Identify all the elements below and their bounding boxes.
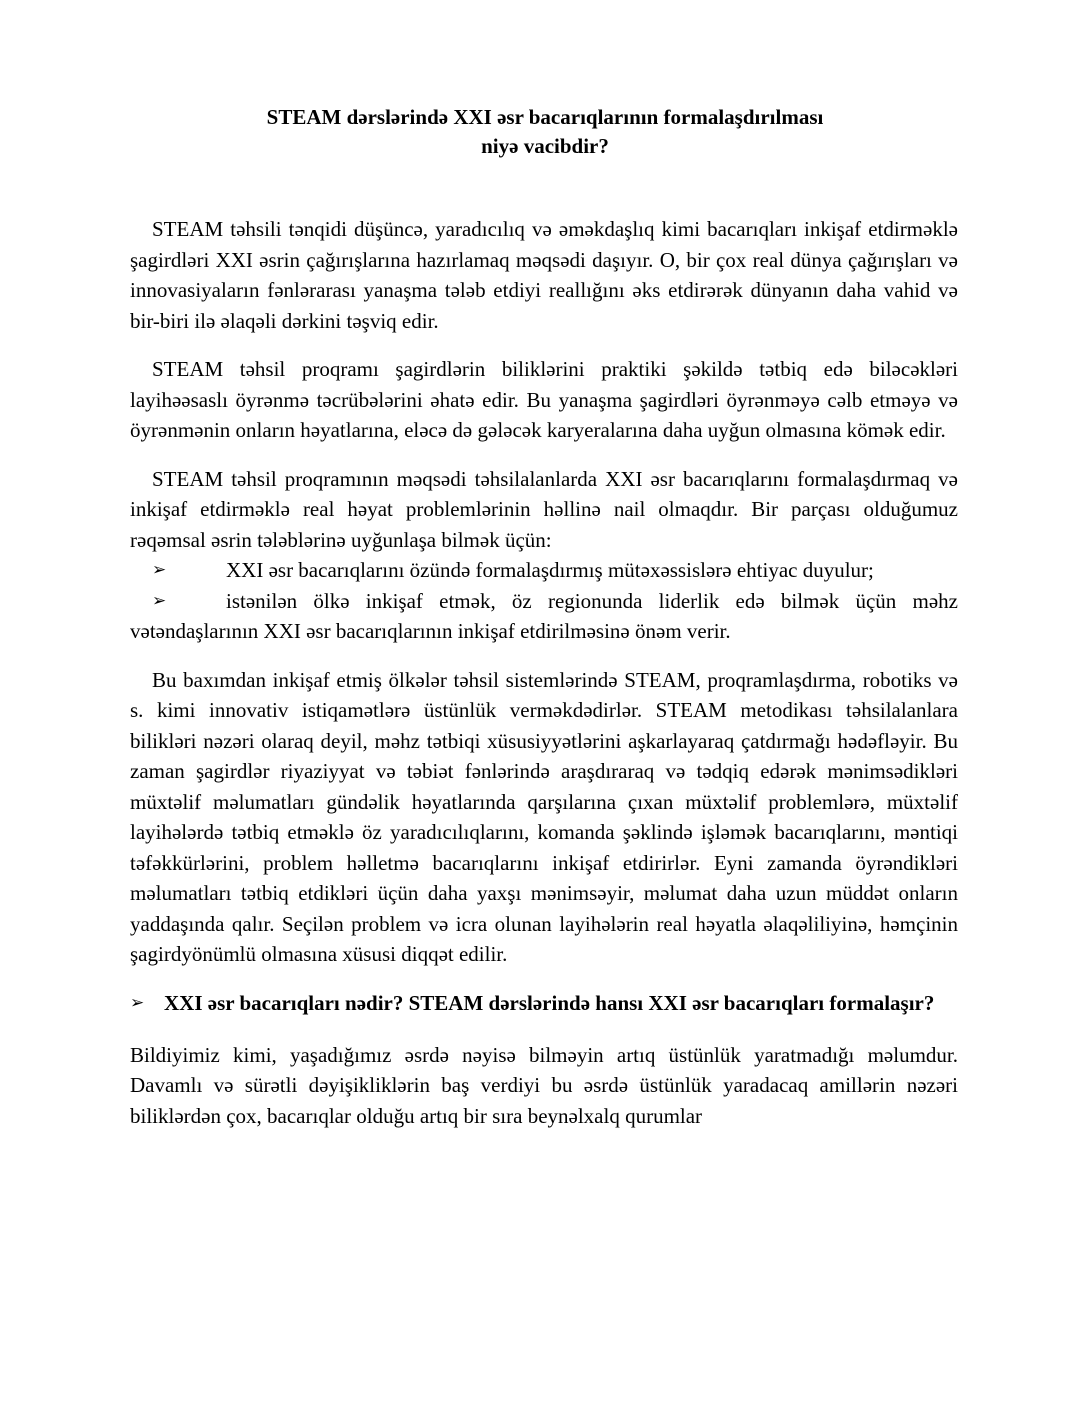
arrow-bullet-icon: ➢ — [152, 560, 167, 580]
paragraph-4: Bu baxımdan inkişaf etmiş ölkələr təhsil sistemlərində STEAM, proqramlaşdırma, robotiks və s. kimi innovativ istiqamətlərə üstünlük verməkdədirlər. STEAM metodikası təhsilalanlara bilikləri nəzəri olaraq deyil, məhz tətbiqi xüsusiyyətlərini aşkarlayaraq çatdırmağı hədəfləyir. Bu zaman şagirdlər riyaziyyat və təbiət fənlərində araşdıraraq və tədqiq edərək mənimsədikləri müxtəlif məlumatları gündəlik həyatlarında qarşılarına çıxan müxtəlif problemlərə, müxtəlif layihələrdə tətbiq etməklə öz yaradıcılıqlarını, komanda şəklində işləmək bacarıqlarını, məntiqi təfəkkürlərini, problem həlletmə bacarıqlarını inkişaf etdirirlər. Eyni zamanda öyrəndikləri məlumatları tətbiq etdikləri üçün daha yaxşı mənimsəyir, məlumat daha uzun müddət onların yaddaşında qalır. Seçilən problem və icra olunan layihələrin real həyatla əlaqəliliyinə, həmçinin şagirdyönümlü olmasına xüsusi diqqət edilir. — [130, 667, 958, 966]
section-heading-text: XXI əsr bacarıqları nədir? STEAM dərslərində hansı XXI əsr bacarıqları formalaşır? — [164, 990, 935, 1015]
paragraph-1: STEAM təhsili tənqidi düşüncə, yaradıcılıq və əməkdaşlıq kimi bacarıqları inkişaf etdirməklə şagirdləri XXI əsrin çağırışlarına hazırlamaq məqsədi daşıyır. O, bir çox real dünya çağırışları və innovasiyaların fənlərarası yanaşma tələb etdiyi reallığını əks etdirərək dünyanın daha vahid və bir-biri ilə əlaqəli dərkini təşviq edir. — [130, 217, 958, 333]
section-heading — [130, 988, 958, 1018]
bullet-list — [130, 555, 958, 647]
title-line-2: niyə vacibdir? — [481, 134, 609, 158]
arrow-bullet-icon: ➢ — [130, 992, 145, 1013]
paragraph-3: STEAM təhsil proqramının məqsədi təhsilalanlarda XXI əsr bacarıqlarını formalaşdırmaq və inkişaf etdirməklə real həyat problemlərinin həllinə nail olmaqdır. Bir parçası olduğumuz rəqəmsal əsrin tələblərinə uyğunlaşa bilmək üçün: — [130, 466, 958, 552]
bullet-item-2 — [130, 586, 958, 647]
paragraph-5: Bildiyimiz kimi, yaşadığımız əsrdə nəyisə bilməyin artıq üstünlük yaratmadığı məlumdur. Davamlı və sürətli dəyişikliklərin baş verdiyi bu əsrdə üstünlük yaradacaq amillərin nəzəri biliklərdən çox, bacarıqlar olduğu artıq bir sıra beynəlxalq qurumlar — [130, 1042, 958, 1128]
document-body — [130, 214, 958, 1149]
title-line-1: STEAM dərslərində XXI əsr bacarıqlarının formalaşdırılması — [266, 105, 824, 129]
arrow-bullet-icon: ➢ — [152, 590, 167, 611]
bullet-text-2: istənilən ölkə inkişaf etmək, öz regionunda liderlik edə bilmək üçün məhz vətəndaşlarının XXI əsr bacarıqlarının inkişaf etdirilməsinə önəm verir. — [130, 588, 958, 643]
bullet-item-1 — [130, 555, 958, 586]
paragraph-2: STEAM təhsil proqramı şagirdlərin biliklərini praktiki şəkildə tətbiq edə biləcəkləri layihəəsaslı öyrənmə təcrübələrini əhatə edir. Bu yanaşma şagirdləri öyrənməyə cəlb etməyə və öyrənmənin onların həyatlarına, eləcə də gələcək karyeralarına daha uyğun olmasına kömək edir. — [130, 357, 958, 442]
document-title — [130, 103, 960, 161]
bullet-text-1: XXI əsr bacarıqlarını özündə formalaşdırmış mütəxəssislərə ehtiyac duyulur; — [226, 558, 874, 582]
